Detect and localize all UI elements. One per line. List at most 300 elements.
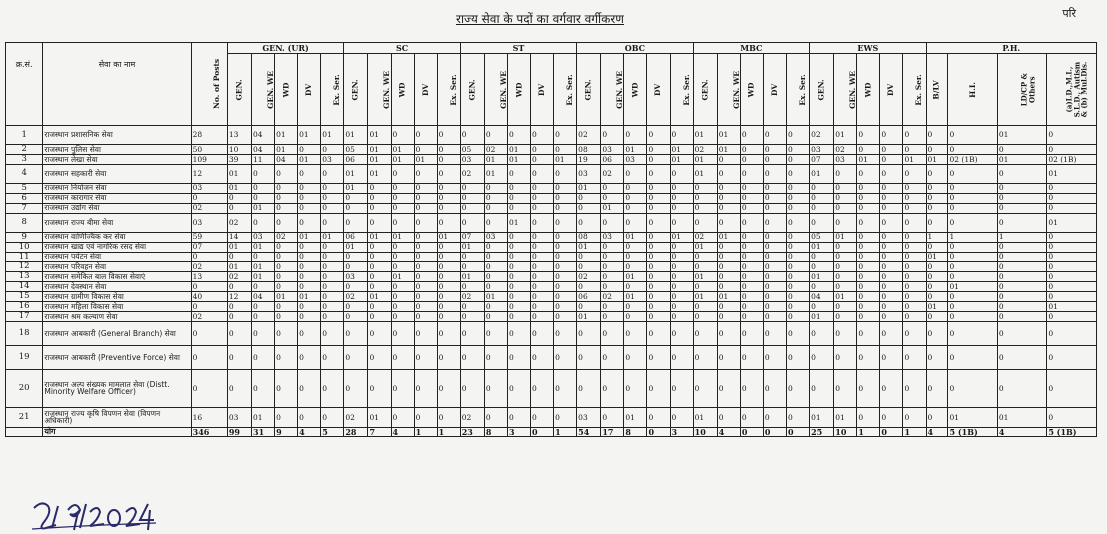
row-cell: 0 [693, 282, 717, 292]
row-service-name: राजस्थान आबकारी (Preventive Force) सेवा [43, 345, 191, 369]
row-cell: 0 [391, 345, 414, 369]
row-cell: 0 [321, 203, 344, 213]
row-cell: 0 [717, 213, 740, 232]
row-service-name: राजस्थान लेखा सेवा [43, 155, 191, 165]
row-cell: 0 [948, 183, 997, 193]
row-cell: 0 [857, 312, 880, 322]
row-cell: 0 [903, 272, 926, 282]
total-cell: 0 [880, 427, 903, 436]
row-cell: 01 [693, 242, 717, 252]
row-sno: 13 [6, 272, 43, 282]
row-cell: 0 [810, 213, 834, 232]
row-cell: 0 [554, 164, 577, 183]
header-subcolumn [601, 54, 624, 126]
row-cell: 01 [601, 203, 624, 213]
row-cell: 0 [810, 252, 834, 262]
row-cell: 0 [275, 252, 298, 262]
row-cell: 02 [460, 164, 484, 183]
row-cell: 0 [670, 272, 693, 282]
row-cell: 0 [810, 302, 834, 312]
row-cell: 0 [903, 183, 926, 193]
row-cell: 0 [321, 369, 344, 407]
row-cell: 0 [763, 292, 786, 302]
row-cell: 0 [670, 407, 693, 427]
row-cell: 0 [414, 232, 437, 242]
row-cell: 0 [740, 302, 763, 312]
row-cell: 0 [647, 203, 670, 213]
row-cell: 0 [624, 213, 647, 232]
row-cell: 0 [1047, 272, 1097, 282]
header-subcolumn-label: WD [397, 82, 407, 97]
row-cell: 0 [414, 183, 437, 193]
row-cell: 0 [601, 262, 624, 272]
row-cell: 0 [437, 312, 460, 322]
row-cell: 0 [414, 242, 437, 252]
row-cell: 0 [460, 321, 484, 345]
header-subcolumn-label: DV [769, 83, 779, 96]
header-subcolumn [1047, 54, 1097, 126]
row-cell: 02 (1B) [948, 155, 997, 165]
row-sno: 8 [6, 213, 43, 232]
row-cell: 0 [693, 369, 717, 407]
row-cell: 0 [948, 145, 997, 155]
row-cell: 0 [344, 282, 368, 292]
row-service-name: राजस्थान राज्य बीमा सेवा [43, 213, 191, 232]
row-cell: 0 [414, 252, 437, 262]
row-cell: 01 [810, 272, 834, 282]
row-cell: 0 [1047, 282, 1097, 292]
row-cell: 01 [834, 232, 857, 242]
row-cell: 0 [880, 312, 903, 322]
row-cell: 0 [1047, 312, 1097, 322]
row-cell: 0 [647, 272, 670, 282]
row-cell: 0 [740, 321, 763, 345]
row-posts: 02 [191, 312, 227, 322]
row-cell: 0 [298, 282, 321, 292]
header-subcolumn-label: WD [746, 82, 756, 97]
header-subcolumn [368, 54, 391, 126]
row-cell: 0 [670, 345, 693, 369]
row-cell: 01 [391, 272, 414, 282]
row-cell: 01 [298, 155, 321, 165]
row-cell: 0 [275, 262, 298, 272]
row-cell: 0 [624, 345, 647, 369]
row-cell: 0 [763, 164, 786, 183]
total-cell: 1 [414, 427, 437, 436]
row-cell: 0 [484, 193, 507, 203]
row-cell: 0 [926, 164, 948, 183]
row-cell: 0 [321, 407, 344, 427]
row-cell: 0 [948, 262, 997, 272]
row-service-name: राजस्थान परिवहन सेवा [43, 262, 191, 272]
row-cell: 0 [484, 242, 507, 252]
row-cell: 0 [857, 282, 880, 292]
row-cell: 0 [670, 321, 693, 345]
row-cell: 0 [275, 242, 298, 252]
row-cell: 0 [601, 193, 624, 203]
row-cell: 01 [670, 232, 693, 242]
row-cell: 0 [926, 312, 948, 322]
row-cell: 0 [554, 262, 577, 272]
row-cell: 0 [948, 312, 997, 322]
table-row [6, 213, 1097, 232]
row-cell: 0 [321, 262, 344, 272]
row-cell: 0 [507, 242, 530, 252]
row-cell: 0 [460, 203, 484, 213]
row-posts: 03 [191, 213, 227, 232]
header-service-name: सेवा का नाम [43, 43, 191, 126]
row-cell: 0 [763, 262, 786, 272]
row-cell: 01 [344, 242, 368, 252]
row-cell: 0 [857, 321, 880, 345]
table-row [6, 321, 1097, 345]
row-cell: 0 [368, 183, 391, 193]
header-subcolumn [997, 54, 1046, 126]
row-cell: 0 [763, 282, 786, 292]
row-cell: 0 [368, 282, 391, 292]
row-cell: 0 [948, 272, 997, 282]
header-subcolumn [647, 54, 670, 126]
row-cell: 0 [763, 145, 786, 155]
row-cell: 0 [624, 262, 647, 272]
row-cell: 0 [857, 252, 880, 262]
row-cell: 0 [926, 282, 948, 292]
row-cell: 01 [298, 126, 321, 145]
row-cell: 0 [763, 126, 786, 145]
row-cell: 01 [624, 232, 647, 242]
row-cell: 04 [252, 292, 275, 302]
row-cell: 0 [693, 262, 717, 272]
row-cell: 0 [786, 242, 809, 252]
header-group-5: EWS [810, 43, 926, 54]
row-cell: 0 [507, 321, 530, 345]
row-cell: 0 [763, 242, 786, 252]
row-cell: 0 [437, 345, 460, 369]
row-cell: 0 [717, 302, 740, 312]
row-cell: 0 [298, 321, 321, 345]
row-cell: 0 [484, 302, 507, 312]
row-cell: 02 [227, 272, 251, 282]
row-cell: 0 [717, 272, 740, 282]
row-cell: 0 [810, 193, 834, 203]
row-cell: 0 [531, 369, 554, 407]
row-cell: 0 [740, 193, 763, 203]
row-cell: 0 [857, 203, 880, 213]
row-cell: 0 [344, 203, 368, 213]
row-cell: 0 [507, 232, 530, 242]
row-cell: 0 [460, 262, 484, 272]
header-subcolumn-label: Ex. Ser. [448, 73, 458, 106]
row-cell: 0 [693, 302, 717, 312]
row-cell: 02 [577, 272, 601, 282]
table-row [6, 164, 1097, 183]
row-cell: 0 [670, 183, 693, 193]
table-row [6, 252, 1097, 262]
row-cell: 03 [460, 155, 484, 165]
table-row [6, 145, 1097, 155]
row-cell: 0 [437, 155, 460, 165]
row-cell: 0 [298, 407, 321, 427]
row-cell: 0 [834, 213, 857, 232]
row-cell: 0 [531, 272, 554, 282]
row-cell: 0 [344, 252, 368, 262]
row-service-name: राजस्थान राज्य कृषि विपणन सेवा (विपणन अधिकारी) [43, 407, 191, 427]
header-subcolumn-label: GEN. WE [848, 70, 858, 109]
row-cell: 0 [926, 369, 948, 407]
row-cell: 0 [880, 155, 903, 165]
row-cell: 0 [275, 272, 298, 282]
row-cell: 0 [1047, 262, 1097, 272]
row-cell: 0 [554, 272, 577, 282]
row-cell: 0 [834, 312, 857, 322]
row-cell: 0 [1047, 193, 1097, 203]
row-cell: 0 [647, 302, 670, 312]
row-cell: 0 [252, 252, 275, 262]
row-cell: 0 [391, 302, 414, 312]
row-cell: 0 [880, 232, 903, 242]
row-cell: 0 [437, 242, 460, 252]
row-cell: 0 [321, 292, 344, 302]
row-cell: 0 [880, 272, 903, 282]
row-cell: 02 [693, 232, 717, 242]
header-subcolumn [252, 54, 275, 126]
header-subcolumn [717, 54, 740, 126]
row-cell: 0 [298, 183, 321, 193]
row-cell: 0 [997, 242, 1046, 252]
row-sno: 2 [6, 145, 43, 155]
header-subcolumn [414, 54, 437, 126]
row-cell: 0 [368, 302, 391, 312]
row-cell: 0 [601, 312, 624, 322]
row-cell: 0 [531, 262, 554, 272]
header-group-0: GEN. (UR) [227, 43, 343, 54]
header-subcolumn-label: GEN. [583, 78, 593, 101]
row-cell: 02 [344, 407, 368, 427]
row-cell: 0 [786, 203, 809, 213]
header-no-of-posts-label: No. of Posts [211, 58, 221, 110]
row-cell: 0 [903, 242, 926, 252]
row-cell: 0 [717, 282, 740, 292]
row-cell: 03 [344, 272, 368, 282]
row-cell: 0 [437, 262, 460, 272]
row-cell: 0 [997, 272, 1046, 282]
total-cell: 8 [484, 427, 507, 436]
row-cell: 0 [601, 252, 624, 262]
row-cell: 0 [414, 407, 437, 427]
header-group-3: OBC [577, 43, 693, 54]
row-cell: 0 [298, 252, 321, 262]
handwritten-signature-date [30, 498, 160, 532]
row-cell: 0 [740, 213, 763, 232]
row-cell: 01 [834, 292, 857, 302]
total-cell: 28 [344, 427, 368, 436]
row-cell: 0 [554, 345, 577, 369]
row-service-name: राजस्थान समेकित बाल विकास सेवाएं [43, 272, 191, 282]
row-cell: 0 [507, 126, 530, 145]
total-cell: 0 [531, 427, 554, 436]
row-cell: 0 [857, 407, 880, 427]
header-subcolumn-label: GEN. [467, 78, 477, 101]
row-sno: 20 [6, 369, 43, 407]
row-cell: 0 [693, 203, 717, 213]
row-cell: 0 [531, 321, 554, 345]
row-cell: 0 [717, 407, 740, 427]
row-cell: 14 [227, 232, 251, 242]
row-cell: 03 [321, 155, 344, 165]
row-sno: 19 [6, 345, 43, 369]
row-cell: 0 [321, 145, 344, 155]
row-sno: 14 [6, 282, 43, 292]
table-row [6, 193, 1097, 203]
row-cell: 01 [227, 262, 251, 272]
row-cell: 0 [344, 321, 368, 345]
row-cell: 0 [507, 193, 530, 203]
header-subcolumn-label: WD [514, 82, 524, 97]
row-cell: 0 [926, 272, 948, 282]
row-cell: 0 [321, 164, 344, 183]
row-cell: 0 [437, 282, 460, 292]
row-cell: 0 [227, 345, 251, 369]
row-cell: 0 [880, 252, 903, 262]
row-cell: 0 [577, 369, 601, 407]
row-sno: 15 [6, 292, 43, 302]
row-cell: 0 [414, 126, 437, 145]
header-subcolumn-label: DV [537, 83, 547, 96]
row-cell: 01 [834, 407, 857, 427]
row-cell: 0 [948, 193, 997, 203]
row-cell: 0 [601, 183, 624, 193]
row-cell: 0 [880, 203, 903, 213]
row-cell: 0 [926, 321, 948, 345]
row-cell: 0 [997, 252, 1046, 262]
row-cell: 01 [1047, 302, 1097, 312]
row-cell: 0 [484, 252, 507, 262]
row-cell: 0 [786, 126, 809, 145]
row-posts: 50 [191, 145, 227, 155]
row-cell: 0 [554, 183, 577, 193]
row-cell: 0 [368, 252, 391, 262]
row-cell: 01 [391, 155, 414, 165]
row-cell: 0 [903, 262, 926, 272]
header-subcolumn-label: GEN. [234, 78, 244, 101]
row-cell: 0 [1047, 126, 1097, 145]
row-cell: 01 [368, 126, 391, 145]
header-subcolumn [275, 54, 298, 126]
row-cell: 01 [368, 232, 391, 242]
row-cell: 0 [647, 312, 670, 322]
row-cell: 0 [926, 292, 948, 302]
table-row [6, 242, 1097, 252]
row-cell: 0 [391, 262, 414, 272]
row-service-name: राजस्थान सहकारी सेवा [43, 164, 191, 183]
row-cell: 0 [484, 282, 507, 292]
row-cell: 0 [484, 345, 507, 369]
total-cell: 4 [926, 427, 948, 436]
row-cell: 01 [997, 126, 1046, 145]
row-cell: 0 [531, 164, 554, 183]
row-cell: 02 [484, 145, 507, 155]
row-cell: 0 [880, 213, 903, 232]
row-cell: 0 [252, 193, 275, 203]
page-corner-text: परि [1062, 7, 1076, 20]
row-cell: 08 [577, 232, 601, 242]
row-cell: 0 [997, 312, 1046, 322]
row-cell: 0 [252, 213, 275, 232]
total-cell: 4 [717, 427, 740, 436]
row-cell: 0 [717, 183, 740, 193]
row-cell: 02 [460, 292, 484, 302]
row-cell: 0 [717, 203, 740, 213]
row-cell: 01 [624, 407, 647, 427]
header-subcolumn-label: Ex. Ser. [681, 73, 691, 106]
total-cell: 1 [554, 427, 577, 436]
row-cell: 0 [554, 242, 577, 252]
row-cell: 0 [670, 292, 693, 302]
row-cell: 0 [414, 302, 437, 312]
row-cell: 0 [391, 312, 414, 322]
total-cell: 0 [786, 427, 809, 436]
row-cell: 0 [531, 183, 554, 193]
row-cell: 0 [903, 292, 926, 302]
header-subcolumn-label: (a)I.D.,M.I., S.L.D., Autism & (b) Mul.Dis. [1064, 61, 1090, 118]
total-cell: 31 [252, 427, 275, 436]
table-row [6, 272, 1097, 282]
row-cell: 01 [484, 155, 507, 165]
row-sno: 21 [6, 407, 43, 427]
row-cell: 04 [275, 155, 298, 165]
row-cell: 0 [414, 369, 437, 407]
row-cell: 0 [670, 164, 693, 183]
row-cell: 0 [414, 203, 437, 213]
row-cell: 0 [391, 193, 414, 203]
row-cell: 0 [391, 407, 414, 427]
row-cell: 01 [810, 312, 834, 322]
header-subcolumn [903, 54, 926, 126]
row-cell: 04 [252, 145, 275, 155]
row-cell: 02 [577, 126, 601, 145]
row-posts: 40 [191, 292, 227, 302]
row-cell: 0 [227, 302, 251, 312]
row-cell: 0 [647, 232, 670, 242]
row-cell: 0 [554, 407, 577, 427]
row-cell: 0 [903, 203, 926, 213]
row-cell: 0 [857, 242, 880, 252]
row-cell: 0 [834, 183, 857, 193]
total-cell: 3 [507, 427, 530, 436]
row-cell: 0 [647, 262, 670, 272]
row-sno: 17 [6, 312, 43, 322]
row-cell: 0 [437, 252, 460, 262]
row-cell: 0 [997, 345, 1046, 369]
row-cell: 01 [460, 242, 484, 252]
row-cell: 0 [460, 126, 484, 145]
row-cell: 0 [321, 302, 344, 312]
row-cell: 0 [763, 183, 786, 193]
row-cell: 0 [763, 407, 786, 427]
row-cell: 0 [948, 242, 997, 252]
row-cell: 0 [647, 126, 670, 145]
row-cell: 0 [740, 407, 763, 427]
row-cell: 0 [577, 203, 601, 213]
row-cell: 0 [252, 302, 275, 312]
row-cell: 0 [834, 345, 857, 369]
row-cell: 0 [275, 164, 298, 183]
row-cell: 0 [601, 369, 624, 407]
row-cell: 0 [880, 242, 903, 252]
row-cell: 0 [507, 203, 530, 213]
row-cell: 0 [857, 292, 880, 302]
row-cell: 0 [414, 292, 437, 302]
